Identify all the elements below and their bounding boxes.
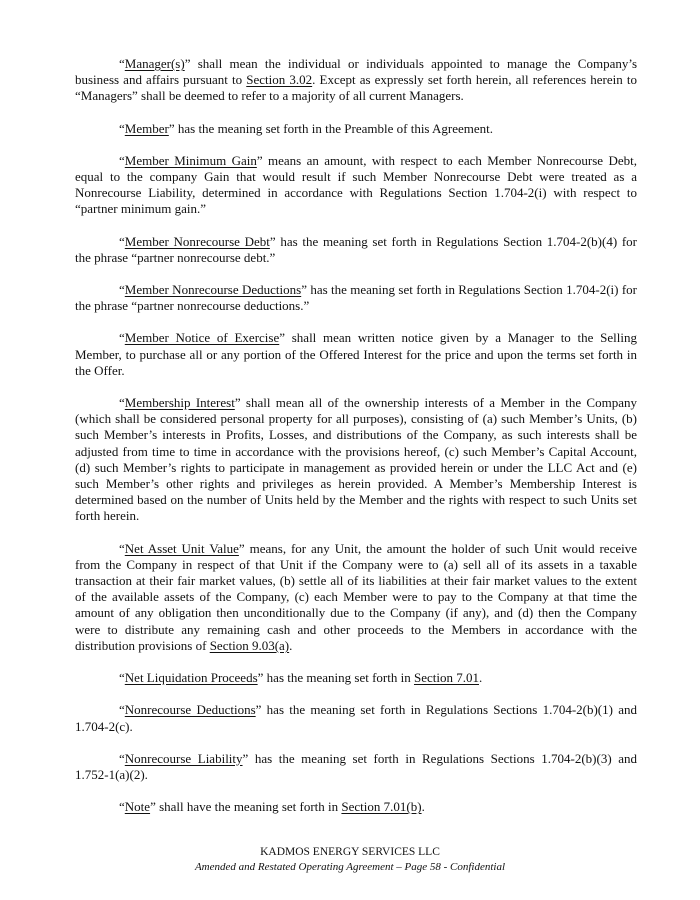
definition-text: . — [289, 637, 293, 653]
definition-text: means, for any Unit, the amount the holder of such Unit would receive from the Company in respect of that Unit if the Company were to (a) sell all of its assets in a taxable transaction at their fair market values, (b) settle all of its liabilities at their fair market values to the extent of the available assets of the Company, (c) each Member were to pay to the Company at that time the amount of any obligation then unconditionally due to the Company (if any), and (d) then the Company were to distribute any remaining cash and other proceeds to the Members in accordance with the distribution provisions of — [75, 540, 637, 653]
defined-term: Nonrecourse Liability — [124, 750, 243, 766]
definition-paragraph: “Nonrecourse Deductions” has the meaning set forth in Regulations Sections 1.704-2(b)(1) and 1.704-2(c). — [75, 702, 637, 734]
defined-term: Member Minimum Gain — [124, 152, 257, 168]
definition-paragraph: “Member Notice of Exercise” shall mean written notice given by a Manager to the Selling Member, to purchase all or any portion of the Offered Interest for the price and upon the terms set forth in the Offer. — [75, 330, 637, 378]
defined-term: Note — [124, 799, 151, 815]
definition-paragraph: “Member Nonrecourse Debt” has the meaning set forth in Regulations Section 1.704-2(b)(4) for the phrase “partner nonrecourse debt.” — [75, 233, 637, 265]
definition-text: has the meaning set forth in — [266, 670, 414, 686]
definition-text: shall mean all of the ownership interests of a Member in the Company (which shall be considered personal property for all purposes), consisting of (a) such Member’s Units, (b) such Member’s interests in Profits, Losses, and distributions of the Company, as such interests shall be adjusted from time to time in accordance with the provisions hereof, (c) such Member’s Capital Account, (d) such Member’s rights to participate in management as provided herein or under the LLC Act and (e) such Member’s other rights and privileges as herein provided. A Member’s Membership Interest is determined based on the number of Units held by the Member and the rights with respect to such Units set forth herein. — [75, 395, 637, 524]
defined-term: Member Nonrecourse Deductions — [124, 282, 302, 298]
definition-paragraph: “Note” shall have the meaning set forth in Section 7.01(b). — [119, 799, 425, 815]
section-reference: Section 7.01(b) — [341, 799, 422, 815]
definition-text: . Except as expressly set forth herein, all references herein to “Managers” shall be deemed to refer to a majority of all current Managers. — [75, 72, 637, 104]
section-reference: Section 3.02 — [246, 72, 313, 88]
definition-text: has the meaning set forth in Regulations Section 1.704-2(i) for the phrase “partner nonrecourse deductions.” — [75, 282, 638, 314]
footer-company: KADMOS ENERGY SERVICES LLC — [260, 846, 440, 858]
definition-paragraph: “Net Asset Unit Value” means, for any Unit, the amount the holder of such Unit would receive from the Company in respect of that Unit if the Company were to (a) sell all of its assets in a taxable transaction at their fair market values, (b) settle all of its liabilities at their fair market values to the extent of the available assets of the Company, (c) each Member were to pay to the Company at that time the amount of any obligation then unconditionally due to the Company (if any), and (d) then the Company were to distribute any remaining cash and other proceeds to the Members in accordance with the distribution provisions of Section 9.03(a). — [75, 540, 637, 653]
definition-text: shall mean the individual or individuals appointed to manage the Company’s business and affairs pursuant to — [75, 56, 638, 88]
section-reference: Section 7.01 — [413, 670, 479, 686]
definition-paragraph: “Nonrecourse Liability” has the meaning set forth in Regulations Sections 1.704-2(b)(3) and 1.752-1(a)(2). — [75, 750, 637, 782]
document-body — [75, 56, 637, 831]
definition-text: shall mean written notice given by a Manager to the Selling Member, to purchase all or any portion of the Offered Interest for the price and upon the terms set forth in the Offer. — [75, 330, 637, 378]
definition-text: has the meaning set forth in the Preamble of this Agreement. — [177, 120, 494, 136]
definition-text: has the meaning set forth in Regulations Sections 1.704-2(b)(1) and 1.704-2(c). — [75, 702, 637, 734]
defined-term: Net Asset Unit Value — [124, 540, 239, 556]
definition-paragraph: “Net Liquidation Proceeds” has the meaning set forth in Section 7.01. — [119, 670, 483, 686]
defined-term: Nonrecourse Deductions — [124, 702, 256, 718]
definition-text: . — [478, 670, 483, 686]
definition-text: has the meaning set forth in Regulations Sections 1.704-2(b)(3) and 1.752-1(a)(2). — [75, 750, 637, 782]
defined-term: Membership Interest — [124, 395, 235, 411]
definition-paragraph: “Membership Interest” shall mean all of the ownership interests of a Member in the Company (which shall be considered personal property for all purposes), consisting of (a) such Member’s Units, (b) such Member’s interests in Profits, Losses, and distributions of the Company, as such interests shall be adjusted from time to time in accordance with the provisions hereof, (c) such Member’s Capital Account, (d) such Member’s rights to participate in management as provided herein or under the LLC Act and (e) such Member’s other rights and privileges as herein provided. A Member’s Membership Interest is determined based on the number of Units held by the Member and the rights with respect to such Units set forth herein. — [75, 395, 637, 524]
defined-term: Member Notice of Exercise — [124, 330, 280, 346]
definition-paragraph: “Manager(s)” shall mean the individual or individuals appointed to manage the Company’s business and affairs pursuant to Section 3.02. Except as expressly set forth herein, all references herein to “Managers” shall be deemed to refer to a majority of all current Managers. — [75, 56, 638, 104]
definition-text: means an amount, with respect to each Member Nonrecourse Debt, equal to the company Gain that would result if such Member Nonrecourse Debt were treated as a Nonrecourse Liability, determined in accordance with Regulations Section 1.704-2(i) with respect to “partner minimum gain.” — [75, 152, 637, 217]
page-footer — [0, 845, 700, 875]
definition-paragraph: “Member Minimum Gain” means an amount, with respect to each Member Nonrecourse Debt, equal to the company Gain that would result if such Member Nonrecourse Debt were treated as a Nonrecourse Liability, determined in accordance with Regulations Section 1.704-2(i) with respect to “partner minimum gain.” — [75, 152, 637, 217]
defined-term: Member Nonrecourse Debt — [124, 233, 270, 249]
definition-text: shall have the meaning set forth in — [159, 799, 342, 815]
footer-page-info: Amended and Restated Operating Agreement – Page 58 - Confidential — [194, 861, 506, 873]
definition-text: . — [421, 799, 425, 815]
section-reference: Section 9.03(a) — [209, 637, 290, 653]
definition-paragraph: “Member” has the meaning set forth in the Preamble of this Agreement. — [119, 120, 494, 136]
definition-paragraph: “Member Nonrecourse Deductions” has the meaning set forth in Regulations Section 1.704-2(i) for the phrase “partner nonrecourse deductions.” — [75, 282, 638, 314]
defined-term: Manager(s) — [124, 56, 185, 71]
defined-term: Net Liquidation Proceeds — [124, 670, 258, 686]
defined-term: Member — [124, 120, 169, 136]
definition-text: has the meaning set forth in Regulations Section 1.704-2(b)(4) for the phrase “partner nonrecourse debt.” — [75, 233, 637, 265]
